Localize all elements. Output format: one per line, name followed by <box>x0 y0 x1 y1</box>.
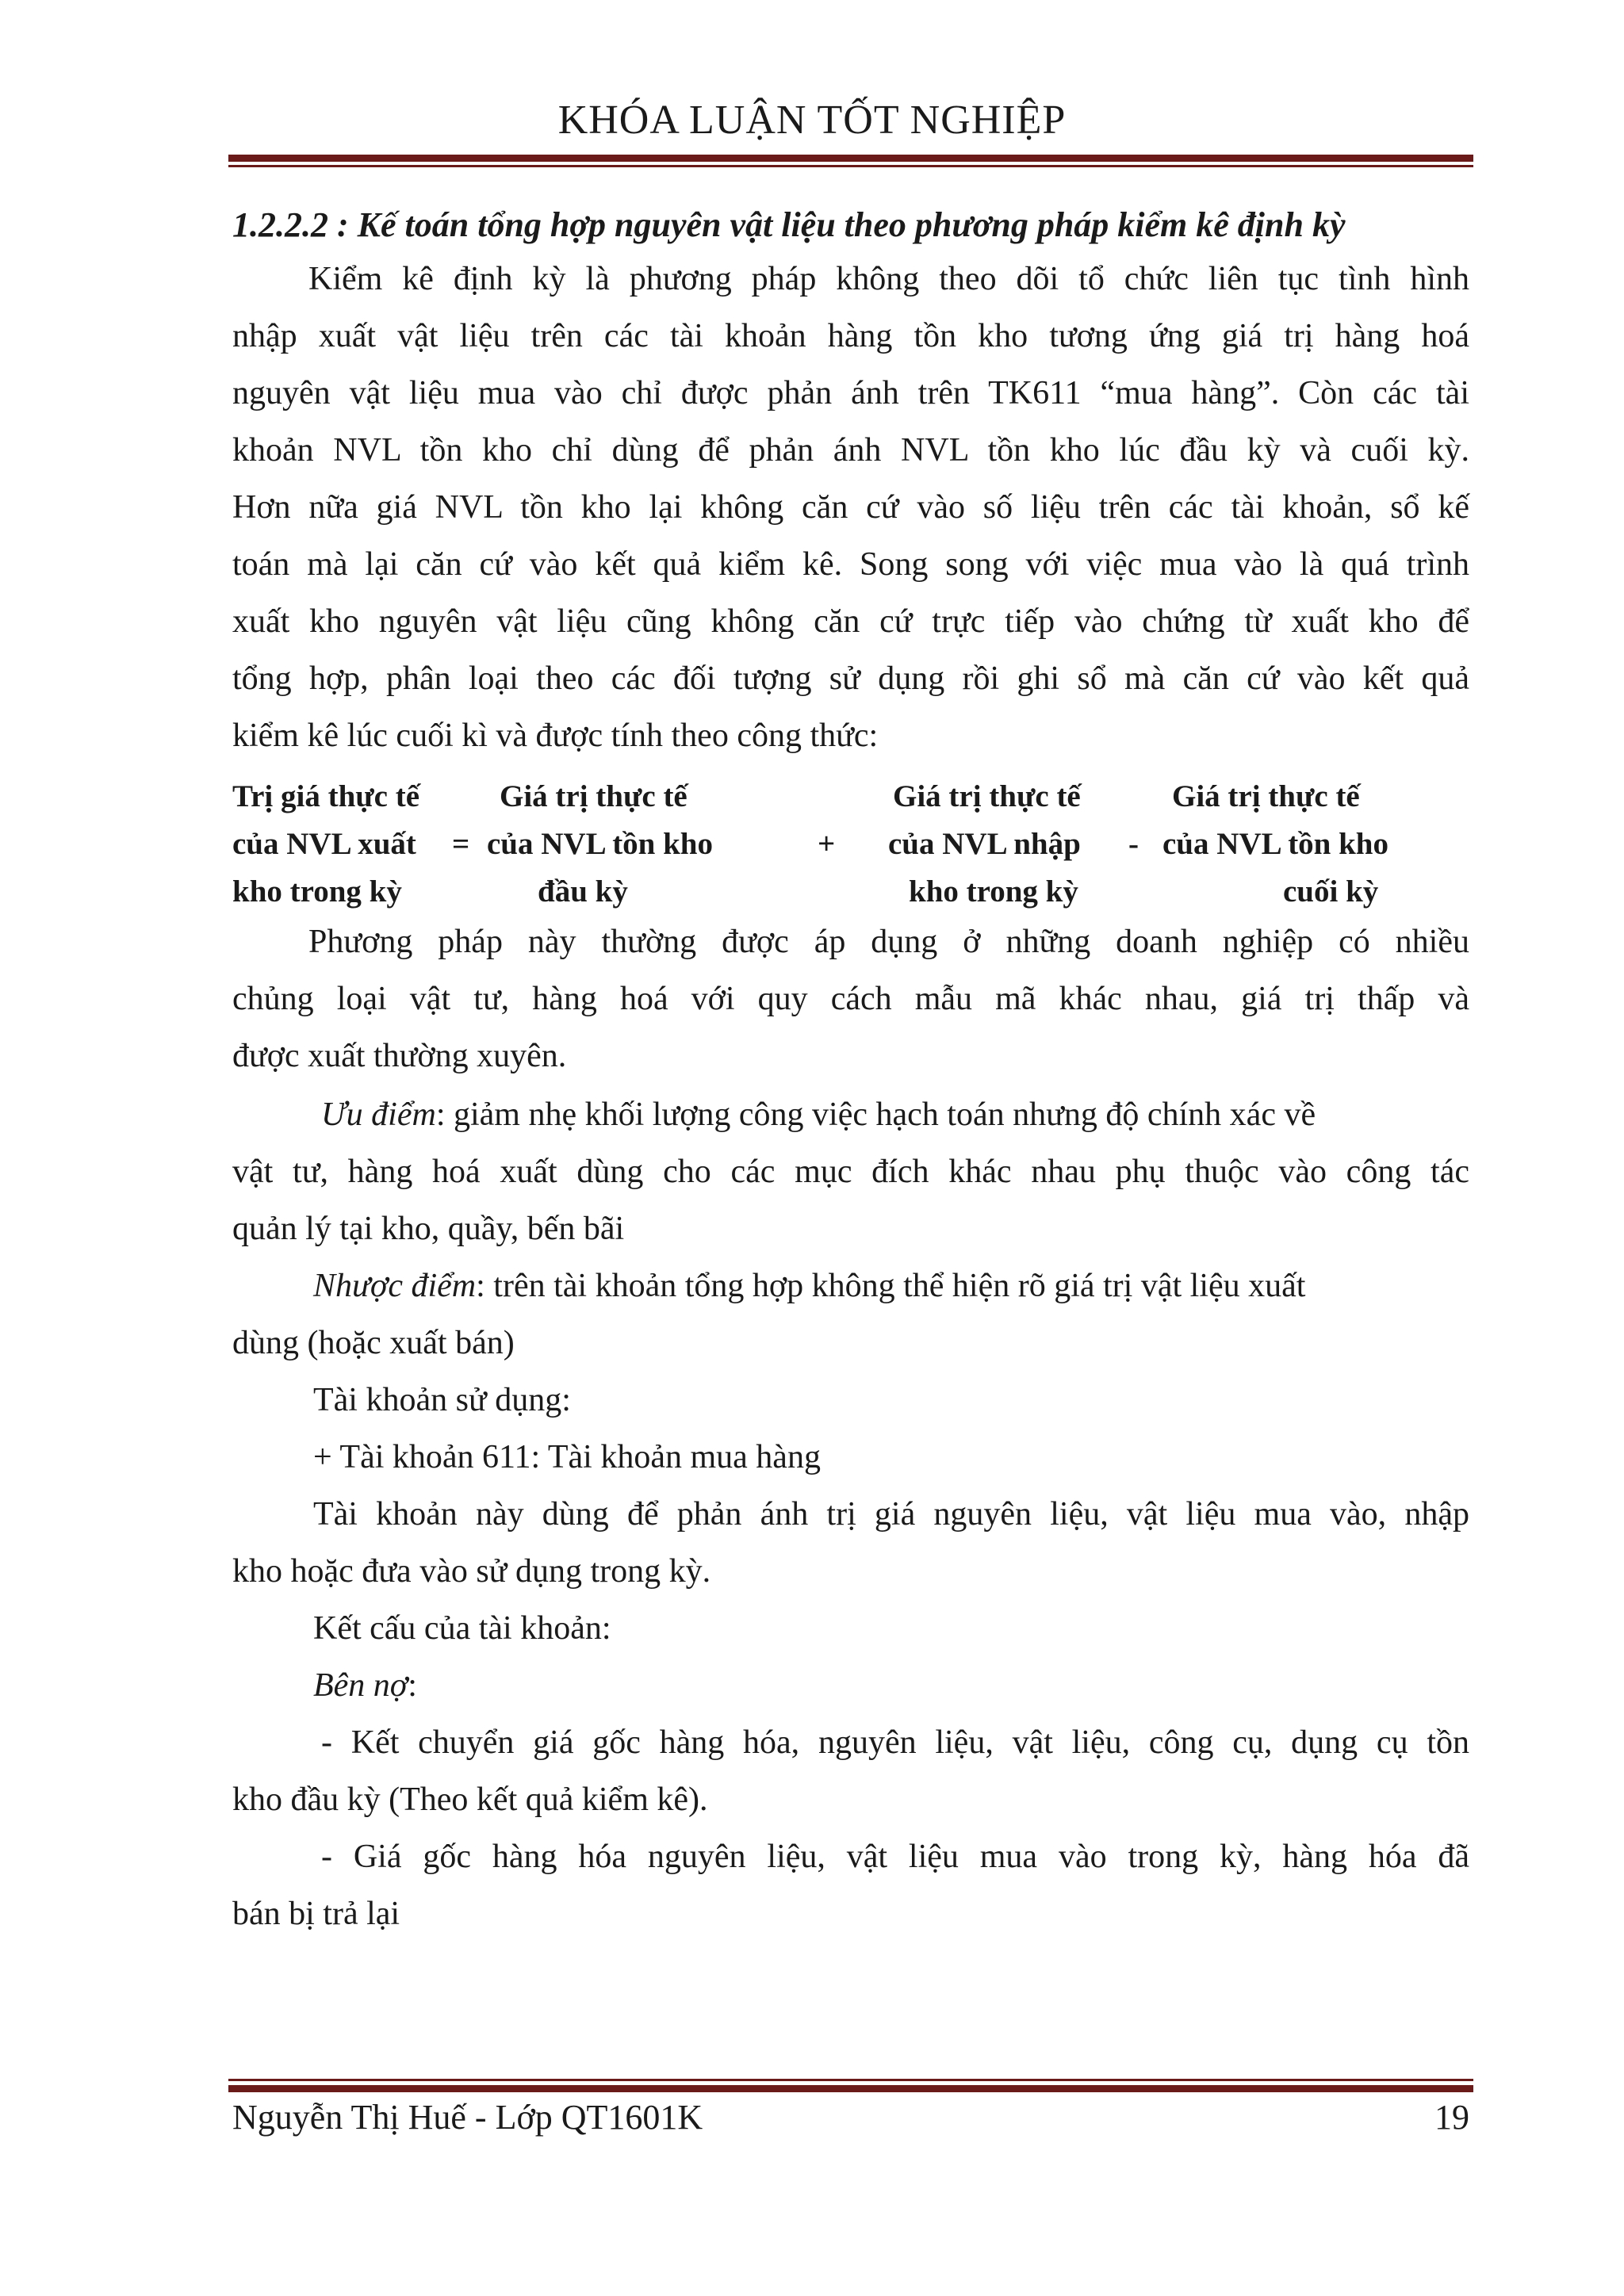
disadvantage-text: : trên tài khoản tổng hợp không thể hiện rõ giá trị vật liệu xuất <box>476 1268 1306 1304</box>
paragraph-line: Hơn nữa giá NVL tồn kho lại không căn cứ vào số liệu trên các tài khoản, sổ kế <box>232 489 1469 526</box>
paragraph-line: kiểm kê lúc cuối kì và được tính theo công thức: <box>232 718 879 754</box>
footer-rule-thick <box>228 2085 1473 2092</box>
paragraph-line: Kiểm kê định kỳ là phương pháp không theo dõi tổ chức liên tục tình hình <box>308 261 1469 297</box>
formula-term-closing-stock: của NVL tồn kho <box>1162 827 1388 861</box>
accounts-used-label: Tài khoản sử dụng: <box>313 1382 571 1418</box>
formula-term-opening-stock: Giá trị thực tế <box>500 779 688 813</box>
formula-term-actual-issued: của NVL xuất <box>232 827 416 861</box>
footer-author: Nguyễn Thị Huế - Lớp QT1601K <box>232 2098 703 2137</box>
debit-colon: : <box>408 1667 417 1704</box>
page-header-title: KHÓA LUẬN TỐT NGHIỆP <box>557 98 1067 143</box>
advantage-label: Ưu điểm <box>321 1096 436 1133</box>
paragraph-line: tổng hợp, phân loại theo các đối tượng sử dụng rồi ghi sổ mà căn cứ vào kết quả <box>232 660 1469 697</box>
page-number: 19 <box>1434 2098 1469 2137</box>
formula-term-received: Giá trị thực tế <box>893 779 1081 813</box>
formula-term-actual-issued: Trị giá thực tế <box>232 779 420 813</box>
paragraph-line: toán mà lại căn cứ vào kết quả kiểm kê. Song song với việc mua vào là quá trình <box>232 546 1469 583</box>
header-rule-thin <box>228 165 1473 167</box>
debit-item-line: kho đầu kỳ (Theo kết quả kiểm kê). <box>232 1781 708 1818</box>
paragraph-line: khoản NVL tồn kho chỉ dùng để phản ánh NVL tồn kho lúc đầu kỳ và cuối kỳ. <box>232 432 1469 469</box>
paragraph-line: vật tư, hàng hoá xuất dùng cho các mục đích khác nhau phụ thuộc vào công tác <box>232 1154 1469 1190</box>
paragraph-line: Tài khoản này dùng để phản ánh trị giá nguyên liệu, vật liệu mua vào, nhập <box>313 1496 1469 1533</box>
paragraph-line: xuất kho nguyên vật liệu cũng không căn cứ trực tiếp vào chứng từ xuất kho để <box>232 603 1469 640</box>
header-rule <box>228 155 1473 162</box>
paragraph-line: được xuất thường xuyên. <box>232 1038 567 1074</box>
structure-label: Kết cấu của tài khoản: <box>313 1610 611 1647</box>
paragraph-line: nhập xuất vật liệu trên các tài khoản hàng tồn kho tương ứng giá trị hàng hoá <box>232 318 1469 354</box>
paragraph-line: quản lý tại kho, quầy, bến bãi <box>232 1211 625 1247</box>
formula-plus-sign: + <box>818 827 836 861</box>
formula-term-opening-stock: của NVL tồn kho <box>487 827 713 861</box>
formula-minus-sign: - <box>1128 827 1139 861</box>
paragraph-line: kho hoặc đưa vào sử dụng trong kỳ. <box>232 1553 711 1590</box>
debit-label: Bên nợ <box>313 1667 408 1704</box>
account-611-line: + Tài khoản 611: Tài khoản mua hàng <box>313 1439 821 1475</box>
paragraph-line: nguyên vật liệu mua vào chỉ được phản ánh trên TK611 “mua hàng”. Còn các tài <box>232 375 1469 411</box>
footer-rule <box>228 2079 1473 2081</box>
paragraph-line: Phương pháp này thường được áp dụng ở những doanh nghiệp có nhiều <box>308 924 1469 960</box>
disadvantage-line <box>313 1267 1305 1305</box>
formula-term-closing-stock: Giá trị thực tế <box>1172 779 1360 813</box>
formula-term-actual-issued: kho trong kỳ <box>232 874 402 909</box>
formula-term-opening-stock: đầu kỳ <box>538 874 628 909</box>
debit-item-line: - Kết chuyển giá gốc hàng hóa, nguyên liệu, vật liệu, công cụ, dụng cụ tồn <box>321 1724 1469 1761</box>
formula-term-received: của NVL nhập <box>888 827 1081 861</box>
formula-term-closing-stock: cuối kỳ <box>1283 874 1379 909</box>
debit-item-line: - Giá gốc hàng hóa nguyên liệu, vật liệu mua vào trong kỳ, hàng hóa đã <box>321 1839 1469 1875</box>
paragraph-line: chủng loại vật tư, hàng hoá với quy cách mẫu mã khác nhau, giá trị thấp và <box>232 981 1469 1017</box>
debit-heading <box>313 1667 417 1705</box>
disadvantage-label: Nhược điểm <box>313 1268 477 1304</box>
section-heading: 1.2.2.2 : Kế toán tổng hợp nguyên vật liệu theo phương pháp kiểm kê định kỳ <box>232 205 1346 244</box>
formula-term-received: kho trong kỳ <box>909 874 1078 909</box>
formula-equals-sign: = <box>452 827 470 861</box>
paragraph-line: dùng (hoặc xuất bán) <box>232 1325 515 1361</box>
advantage-text: : giảm nhẹ khối lượng công việc hạch toán nhưng độ chính xác về <box>435 1096 1316 1133</box>
advantage-line <box>321 1096 1469 1134</box>
debit-item-line: bán bị trả lại <box>232 1896 400 1932</box>
